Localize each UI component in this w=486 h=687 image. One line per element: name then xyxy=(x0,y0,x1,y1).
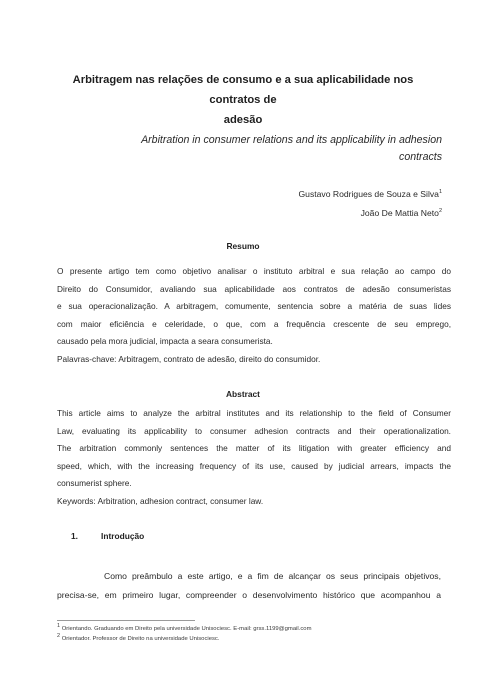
author-1-name: Gustavo Rodrigues de Souza e Silva xyxy=(298,189,439,199)
abstract-paragraph xyxy=(57,405,451,493)
footnote-2 xyxy=(57,635,220,643)
author-2 xyxy=(361,207,442,219)
intro-section-number: 1. xyxy=(71,531,78,541)
resumo-heading: Resumo xyxy=(226,241,260,251)
footnote-1-text: Orientando. Graduando em Direito pela universidade Unisociesc. E-mail: grss.1199@gmail.com xyxy=(60,626,312,632)
intro-line: Como preâmbulo a este artigo, e a fim de alcançar os seus principais objetivos, xyxy=(104,571,441,581)
intro-section-title: Introdução xyxy=(101,531,145,541)
resumo-line: causado pela mora judicial, impacta a seara consumerista. xyxy=(57,336,273,347)
author-2-name: João De Mattia Neto xyxy=(360,208,439,218)
abstract-line: consumerist sphere. xyxy=(57,478,132,489)
abstract-line: Law, evaluating its applicability to consumer adhesion contracts and their operationalization. xyxy=(57,425,451,436)
author-1 xyxy=(298,188,442,200)
resumo-paragraph xyxy=(57,263,451,351)
title-pt-line-2: adesão xyxy=(223,114,263,126)
abstract-line: This article aims to analyze the arbitral institutes and its relationship to the field of Consumer xyxy=(57,408,451,418)
resumo-line: e sua operacionalização. A arbitragem, comumente, sentencia sobre a matéria de suas lides xyxy=(57,301,451,312)
footnote-separator xyxy=(57,620,195,621)
footnote-2-text: Orientador. Professor de Direito na universidade Unisociesc. xyxy=(60,636,220,642)
title-portuguese xyxy=(60,70,426,130)
title-en-line-1: Arbitration in consumer relations and its applicability in adhesion xyxy=(141,134,442,146)
title-en-line-2: contracts xyxy=(399,151,442,163)
footnote-1-mark: 1 xyxy=(57,623,61,630)
author-1-footnote-mark: 1 xyxy=(438,189,442,196)
footnote-2-mark: 2 xyxy=(57,633,61,640)
intro-paragraph xyxy=(57,567,441,605)
resumo-line: O presente artigo tem como objetivo analisar o instituto arbitral e sua relação ao campo do xyxy=(57,266,451,276)
footnote-1 xyxy=(57,625,312,633)
author-2-footnote-mark: 2 xyxy=(438,208,442,215)
resumo-line: Direito do Consumidor, avaliando sua aplicabilidade aos contratos de adesão consumeristas xyxy=(57,283,451,294)
resumo-keywords: Palavras-chave: Arbitragem, contrato de adesão, direito do consumidor. xyxy=(57,354,321,364)
title-pt-line-1: Arbitragem nas relações de consumo e a sua aplicabilidade nos contratos de xyxy=(72,74,414,106)
title-english xyxy=(130,132,442,166)
abstract-keywords: Keywords: Arbitration, adhesion contract, consumer law. xyxy=(57,496,264,506)
abstract-line: speed, which, with the increasing frequency of its use, caused by judicial arrears, impacts the xyxy=(57,460,451,471)
abstract-line: The arbitration commonly sentences the matter of its litigation with greater efficiency and xyxy=(57,443,451,454)
abstract-heading: Abstract xyxy=(226,389,260,399)
resumo-line: com maior eficiência e celeridade, o que, com a frequência crescente de seu emprego, xyxy=(57,318,451,329)
intro-heading xyxy=(71,531,144,541)
intro-line: precisa-se, em primeiro lugar, compreender o desenvolvimento histórico que acompanhou a xyxy=(57,590,441,600)
